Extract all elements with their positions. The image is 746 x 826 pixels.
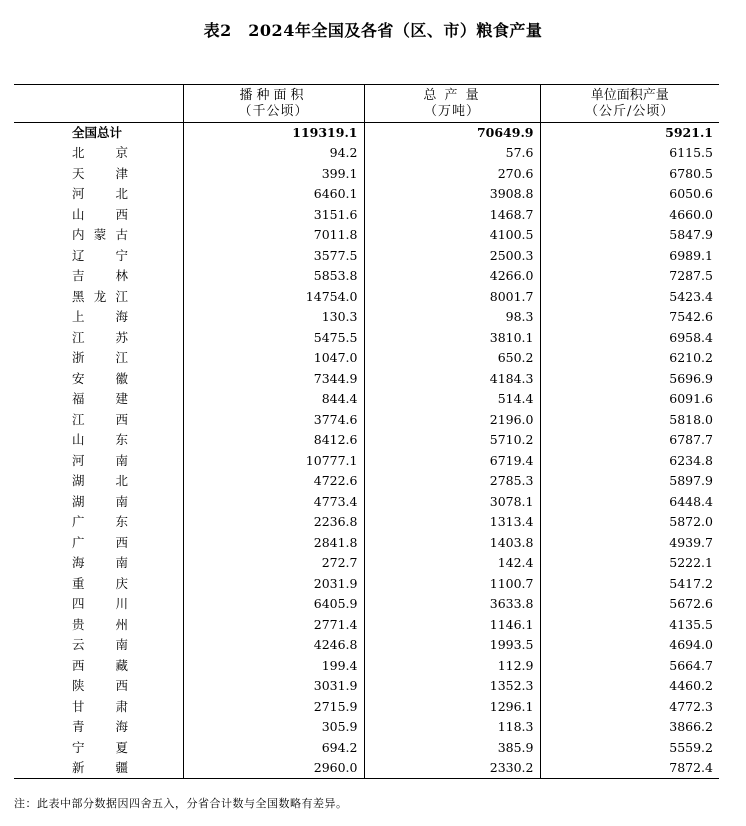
region-name	[14, 348, 183, 369]
total-output-cell: 1296.1	[364, 697, 540, 718]
region-name	[14, 184, 183, 205]
total-output-cell: 3633.8	[364, 594, 540, 615]
region-name-char: 安	[72, 370, 85, 386]
region-name-char: 贵	[72, 616, 85, 632]
total-output-cell: 1993.5	[364, 635, 540, 656]
region-name-char: 江	[72, 329, 85, 345]
region-name-char: 北	[115, 473, 128, 489]
table-row	[14, 553, 719, 574]
total-output-cell: 1352.3	[364, 676, 540, 697]
region-name	[14, 615, 183, 636]
table-row	[14, 615, 719, 636]
total-output-cell: 650.2	[364, 348, 540, 369]
table-row	[14, 287, 719, 308]
yield-cell: 5222.1	[540, 553, 719, 574]
header-total-output-unit: （万吨）	[423, 103, 480, 119]
sown-area-cell: 694.2	[183, 738, 364, 759]
region-name-char: 天	[72, 165, 85, 181]
region-name-char: 青	[72, 719, 85, 735]
table-row	[14, 143, 719, 164]
yield-cell: 6050.6	[540, 184, 719, 205]
table-row	[14, 184, 719, 205]
header-yield-unit: （公斤/公顷）	[585, 103, 675, 119]
region-name-char: 苏	[115, 329, 128, 345]
region-name-char: 东	[115, 432, 128, 448]
total-output-cell: 6719.4	[364, 451, 540, 472]
table-row	[14, 164, 719, 185]
header-sown-area-label: 播种面积	[239, 87, 308, 103]
total-output-cell: 385.9	[364, 738, 540, 759]
table-row	[14, 697, 719, 718]
header-sown-area	[183, 85, 364, 123]
region-name	[14, 697, 183, 718]
region-name-char: 内	[72, 227, 85, 243]
table-row	[14, 246, 719, 267]
region-name	[14, 410, 183, 431]
region-name	[14, 246, 183, 267]
yield-cell: 4135.5	[540, 615, 719, 636]
region-name-char: 西	[115, 534, 128, 550]
sown-area-cell: 6405.9	[183, 594, 364, 615]
region-name	[14, 553, 183, 574]
sown-area-cell: 199.4	[183, 656, 364, 677]
region-name-char: 浙	[72, 350, 85, 366]
region-name-char: 宁	[72, 739, 85, 755]
total-output-cell: 3810.1	[364, 328, 540, 349]
region-name-char: 吉	[72, 268, 85, 284]
yield-cell: 6091.6	[540, 389, 719, 410]
region-name-char: 州	[115, 616, 128, 632]
yield-cell: 4939.7	[540, 533, 719, 554]
sown-area-cell: 4722.6	[183, 471, 364, 492]
total-output-cell: 57.6	[364, 143, 540, 164]
sown-area-cell: 2771.4	[183, 615, 364, 636]
region-name-char: 四	[72, 596, 85, 612]
region-name	[14, 389, 183, 410]
table-row	[14, 594, 719, 615]
region-name-char: 林	[115, 268, 128, 284]
header-total-output	[364, 85, 540, 123]
region-name-char: 广	[72, 514, 85, 530]
table-row	[14, 430, 719, 451]
region-name-char: 云	[72, 637, 85, 653]
table-row	[14, 574, 719, 595]
sown-area-cell: 8412.6	[183, 430, 364, 451]
region-name-char: 川	[115, 596, 128, 612]
sown-area-cell: 3031.9	[183, 676, 364, 697]
region-name-char: 黑	[72, 288, 85, 304]
region-name-char: 疆	[115, 760, 128, 775]
region-name	[14, 307, 183, 328]
region-name-char: 西	[115, 206, 128, 222]
yield-cell: 5672.6	[540, 594, 719, 615]
yield-cell: 6210.2	[540, 348, 719, 369]
region-name-char: 湖	[72, 493, 85, 509]
sown-area-cell: 2715.9	[183, 697, 364, 718]
sown-area-cell: 399.1	[183, 164, 364, 185]
region-name-char: 京	[115, 145, 128, 161]
total-output-cell: 4100.5	[364, 225, 540, 246]
sown-area-cell: 3151.6	[183, 205, 364, 226]
yield-cell: 5423.4	[540, 287, 719, 308]
region-name-char: 徽	[115, 370, 128, 386]
sown-area-cell: 6460.1	[183, 184, 364, 205]
header-sown-area-unit: （千公顷）	[238, 103, 309, 119]
region-name-char: 海	[115, 309, 128, 325]
region-name-char: 庆	[115, 575, 128, 591]
yield-cell: 5897.9	[540, 471, 719, 492]
region-name	[14, 225, 183, 246]
header-region	[14, 85, 183, 123]
total-output-cell: 8001.7	[364, 287, 540, 308]
footnote: 注：此表中部分数据因四舍五入，分省合计数与全国数略有差异。	[14, 797, 348, 810]
table-row	[14, 635, 719, 656]
sown-area-cell: 2841.8	[183, 533, 364, 554]
yield-cell: 4772.3	[540, 697, 719, 718]
total-output-cell: 3078.1	[364, 492, 540, 513]
region-name-char: 建	[115, 391, 128, 407]
region-name-char: 古	[115, 227, 128, 243]
yield-cell: 5847.9	[540, 225, 719, 246]
sown-area-cell: 130.3	[183, 307, 364, 328]
yield-cell: 6780.5	[540, 164, 719, 185]
region-name	[14, 594, 183, 615]
total-output-cell: 2785.3	[364, 471, 540, 492]
table-body	[14, 123, 719, 779]
yield-cell: 6989.1	[540, 246, 719, 267]
yield-cell: 5664.7	[540, 656, 719, 677]
region-name-char: 山	[72, 206, 85, 222]
header-total-output-label: 总 产 量	[423, 87, 481, 103]
table-row	[14, 369, 719, 390]
sown-area-cell: 10777.1	[183, 451, 364, 472]
sown-area-cell: 272.7	[183, 553, 364, 574]
region-name	[14, 758, 183, 779]
region-name	[14, 635, 183, 656]
sown-area-cell: 2960.0	[183, 758, 364, 779]
table-row	[14, 656, 719, 677]
region-name-char: 南	[115, 637, 128, 653]
region-name-char: 东	[115, 514, 128, 530]
region-name-char: 西	[72, 657, 85, 673]
region-name-char: 甘	[72, 698, 85, 714]
header-yield-per-area	[540, 85, 719, 123]
yield-cell: 5696.9	[540, 369, 719, 390]
yield-cell: 5921.1	[540, 123, 719, 144]
region-name-char: 江	[72, 411, 85, 427]
region-name: 全国总计	[72, 125, 123, 140]
region-name-char: 藏	[115, 657, 128, 673]
region-name	[14, 143, 183, 164]
total-output-cell: 98.3	[364, 307, 540, 328]
total-output-cell: 2500.3	[364, 246, 540, 267]
region-name	[14, 205, 183, 226]
table-row	[14, 410, 719, 431]
region-name-char: 广	[72, 534, 85, 550]
total-output-cell: 1313.4	[364, 512, 540, 533]
region-name-char: 宁	[115, 247, 128, 263]
sown-area-cell: 3577.5	[183, 246, 364, 267]
region-name	[14, 471, 183, 492]
yield-cell: 7542.6	[540, 307, 719, 328]
sown-area-cell: 844.4	[183, 389, 364, 410]
table-row	[14, 471, 719, 492]
yield-cell: 3866.2	[540, 717, 719, 738]
table-row	[14, 348, 719, 369]
region-name-char: 龙	[93, 288, 107, 304]
total-output-cell: 1468.7	[364, 205, 540, 226]
sown-area-cell: 3774.6	[183, 410, 364, 431]
yield-cell: 7872.4	[540, 758, 719, 779]
header-yield-label: 单位面积产量	[590, 87, 669, 103]
region-name-char: 津	[115, 165, 128, 181]
yield-cell: 4660.0	[540, 205, 719, 226]
region-name	[14, 738, 183, 759]
region-name-char: 南	[115, 493, 128, 509]
region-name	[14, 164, 183, 185]
region-name-char: 南	[115, 452, 128, 468]
yield-cell: 5872.0	[540, 512, 719, 533]
yield-cell: 4694.0	[540, 635, 719, 656]
sown-area-cell: 94.2	[183, 143, 364, 164]
region-name-char: 山	[72, 432, 85, 448]
sown-area-cell: 305.9	[183, 717, 364, 738]
table-row	[14, 738, 719, 759]
sown-area-cell: 7344.9	[183, 369, 364, 390]
region-name	[14, 717, 183, 738]
table-row	[14, 758, 719, 779]
yield-cell: 5818.0	[540, 410, 719, 431]
total-output-cell: 1403.8	[364, 533, 540, 554]
region-name-char: 海	[72, 555, 85, 571]
sown-area-cell: 2031.9	[183, 574, 364, 595]
header-row	[14, 85, 719, 123]
region-name	[14, 512, 183, 533]
table-row	[14, 205, 719, 226]
table-row	[14, 225, 719, 246]
region-name-char: 西	[115, 678, 128, 694]
region-name	[14, 328, 183, 349]
region-name-char: 海	[115, 719, 128, 735]
region-name-char: 上	[72, 309, 85, 325]
table-row	[14, 328, 719, 349]
region-name	[14, 533, 183, 554]
yield-cell: 5417.2	[540, 574, 719, 595]
total-output-cell: 2330.2	[364, 758, 540, 779]
yield-cell: 6234.8	[540, 451, 719, 472]
sown-area-cell: 7011.8	[183, 225, 364, 246]
region-name-char: 陕	[72, 678, 85, 694]
yield-cell: 6787.7	[540, 430, 719, 451]
region-name-char: 重	[72, 575, 85, 591]
sown-area-cell: 5475.5	[183, 328, 364, 349]
region-name	[14, 656, 183, 677]
table-title: 表2 2024年全国及各省（区、市）粮食产量	[203, 21, 543, 40]
total-output-cell: 112.9	[364, 656, 540, 677]
sown-area-cell: 4773.4	[183, 492, 364, 513]
region-name-char: 夏	[115, 739, 128, 755]
region-name-char: 北	[72, 145, 85, 161]
region-name-char: 南	[115, 555, 128, 571]
table-row	[14, 307, 719, 328]
total-output-cell: 2196.0	[364, 410, 540, 431]
yield-cell: 6958.4	[540, 328, 719, 349]
region-name	[14, 266, 183, 287]
region-name-char: 江	[115, 288, 128, 304]
total-output-cell: 3908.8	[364, 184, 540, 205]
region-name	[14, 574, 183, 595]
table-row	[14, 717, 719, 738]
region-name-char: 江	[115, 350, 128, 366]
region-name-char: 河	[72, 186, 85, 202]
region-name-char: 辽	[72, 247, 85, 263]
region-name-char: 福	[72, 391, 85, 407]
sown-area-cell: 14754.0	[183, 287, 364, 308]
table-row	[14, 676, 719, 697]
total-output-cell: 142.4	[364, 553, 540, 574]
region-name	[14, 287, 183, 308]
total-output-cell: 118.3	[364, 717, 540, 738]
sown-area-cell: 1047.0	[183, 348, 364, 369]
yield-cell: 6115.5	[540, 143, 719, 164]
total-output-cell: 1146.1	[364, 615, 540, 636]
region-name-char: 湖	[72, 473, 85, 489]
sown-area-cell: 4246.8	[183, 635, 364, 656]
sown-area-cell: 5853.8	[183, 266, 364, 287]
region-name-char: 新	[72, 760, 85, 775]
total-output-cell: 1100.7	[364, 574, 540, 595]
region-name	[14, 676, 183, 697]
region-name-char: 肃	[115, 698, 128, 714]
table-row	[14, 492, 719, 513]
total-output-cell: 514.4	[364, 389, 540, 410]
region-name	[14, 451, 183, 472]
table-row	[14, 266, 719, 287]
table-row	[14, 389, 719, 410]
region-name-char: 西	[115, 411, 128, 427]
region-name-char: 蒙	[93, 227, 107, 243]
total-output-cell: 4184.3	[364, 369, 540, 390]
region-name	[14, 369, 183, 390]
region-name-char: 河	[72, 452, 85, 468]
yield-cell: 4460.2	[540, 676, 719, 697]
total-output-cell: 270.6	[364, 164, 540, 185]
grain-output-table	[14, 84, 719, 779]
yield-cell: 5559.2	[540, 738, 719, 759]
total-output-cell: 5710.2	[364, 430, 540, 451]
table-row	[14, 451, 719, 472]
sown-area-cell: 119319.1	[183, 123, 364, 144]
region-name	[14, 430, 183, 451]
total-output-cell: 4266.0	[364, 266, 540, 287]
yield-cell: 6448.4	[540, 492, 719, 513]
table-row-total	[14, 123, 719, 144]
yield-cell: 7287.5	[540, 266, 719, 287]
sown-area-cell: 2236.8	[183, 512, 364, 533]
region-name-char: 北	[115, 186, 128, 202]
table-row	[14, 512, 719, 533]
total-output-cell: 70649.9	[364, 123, 540, 144]
table-row	[14, 533, 719, 554]
region-name	[14, 492, 183, 513]
